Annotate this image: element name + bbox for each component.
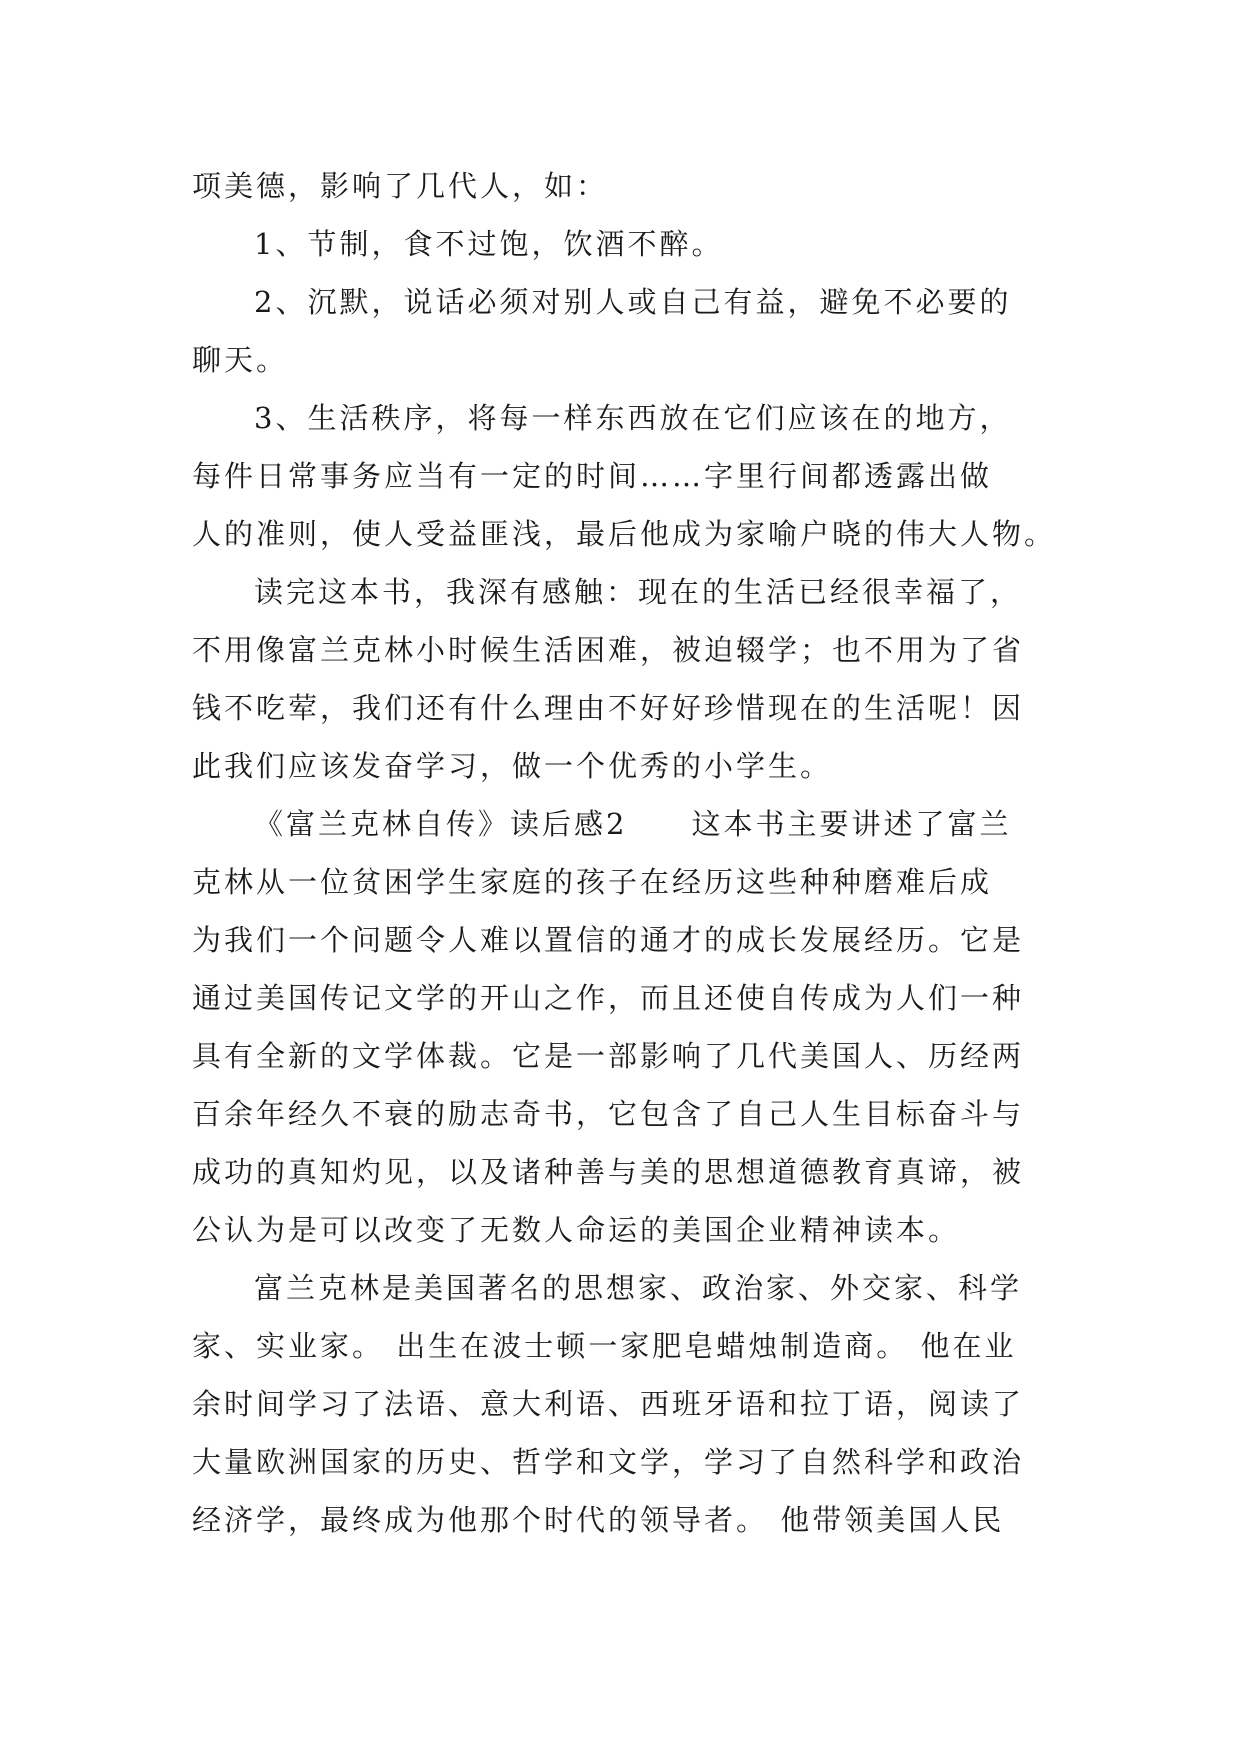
text-line: 经济学，最终成为他那个时代的领导者。 他带领美国人民 — [192, 1503, 1005, 1537]
text-line: 为我们一个问题令人难以置信的通才的成长发展经历。它是 — [192, 923, 1025, 957]
text-line: 克林从一位贫困学生家庭的孩子在经历这些种种磨难后成 — [192, 865, 993, 899]
text-line: 具有全新的文学体裁。它是一部影响了几代美国人、历经两 — [192, 1039, 1025, 1073]
text-line: 成功的真知灼见，以及诸种善与美的思想道德教育真谛，被 — [192, 1155, 1025, 1189]
text-line: 人的准则，使人受益匪浅，最后他成为家喻户晓的伟大人物。 — [192, 517, 1057, 551]
list-item-2: 2、沉默，说话必须对别人或自己有益，避免不必要的 — [254, 285, 1012, 319]
text-line: 不用像富兰克林小时候生活困难，被迫辍学；也不用为了省 — [192, 633, 1025, 667]
text-line: 此我们应该发奋学习，做一个优秀的小学生。 — [192, 749, 833, 783]
text-line: 家、实业家。 出生在波士顿一家肥皂蜡烛制造商。 他在业 — [192, 1329, 1017, 1363]
text-line: 百余年经久不衰的励志奇书，它包含了自己人生目标奋斗与 — [192, 1097, 1025, 1131]
paragraph-start: 富兰克林是美国著名的思想家、政治家、外交家、科学 — [254, 1271, 1023, 1305]
text-line: 通过美国传记文学的开山之作，而且还使自传成为人们一种 — [192, 981, 1025, 1015]
text-line: 钱不吃荤，我们还有什么理由不好好珍惜现在的生活呢！因 — [192, 691, 1025, 725]
list-item-1: 1、节制，食不过饱，饮酒不醉。 — [254, 227, 724, 261]
paragraph-start: 读完这本书，我深有感触：现在的生活已经很幸福了， — [254, 575, 1023, 609]
text-line: 公认为是可以改变了无数人命运的美国企业精神读本。 — [192, 1213, 961, 1247]
text-line: 大量欧洲国家的历史、哲学和文学，学习了自然科学和政治 — [192, 1445, 1025, 1479]
body-text — [192, 157, 1062, 1549]
text-line: 聊天。 — [192, 343, 289, 377]
text-line: 项美德，影响了几代人，如： — [192, 169, 609, 203]
text-line: 每件日常事务应当有一定的时间……字里行间都透露出做 — [192, 459, 993, 493]
list-item-3: 3、生活秩序，将每一样东西放在它们应该在的地方， — [254, 401, 1012, 435]
section-heading-line: 《富兰克林自传》读后感2 这本书主要讲述了富兰 — [254, 807, 1012, 841]
text-line: 余时间学习了法语、意大利语、西班牙语和拉丁语，阅读了 — [192, 1387, 1025, 1421]
